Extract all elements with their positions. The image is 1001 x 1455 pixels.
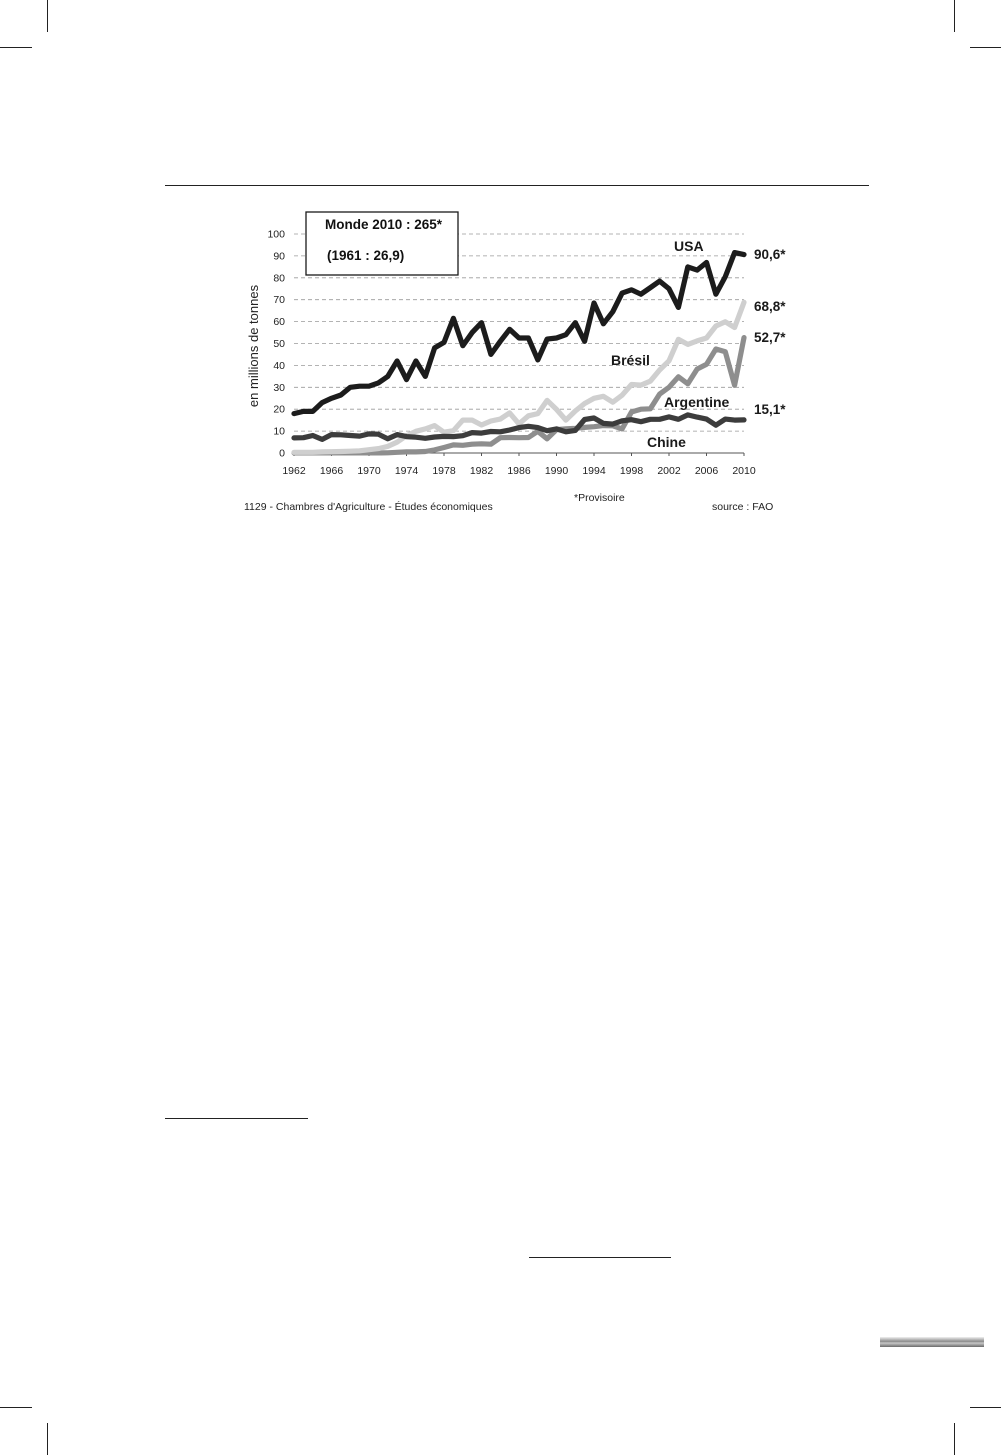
x-tick-label: 2006 [694, 465, 719, 477]
y-tick-label: 70 [273, 294, 285, 307]
x-tick-label: 1986 [507, 465, 531, 477]
y-tick-label: 40 [273, 359, 285, 372]
footnote-provisoire: *Provisoire [574, 492, 625, 504]
y-tick-label: 90 [273, 250, 285, 263]
x-tick-label: 1998 [619, 465, 644, 477]
y-tick-label: 60 [273, 316, 285, 329]
end-label-chine: 15,1* [754, 402, 786, 417]
x-tick-label: 1990 [544, 465, 569, 477]
y-axis-label: en millions de tonnes [246, 284, 261, 408]
x-tick-label: 2010 [732, 465, 756, 477]
x-tick-label: 1994 [582, 465, 606, 477]
x-tick-label: 1970 [357, 465, 381, 477]
series-label-usa: USA [674, 238, 704, 254]
y-tick-label: 20 [273, 403, 285, 416]
end-label-usa: 90,6* [754, 247, 786, 262]
series-lines [294, 253, 744, 453]
end-label-bresil: 68,8* [754, 299, 786, 314]
y-tick-label: 100 [267, 228, 285, 241]
x-tick-label: 2002 [657, 465, 681, 477]
source-label: source : FAO [712, 501, 774, 513]
world-total-line1: Monde 2010 : 265* [325, 217, 443, 232]
y-tick-label: 30 [273, 381, 285, 394]
x-tick-label: 1974 [394, 465, 419, 477]
series-line-usa [294, 253, 744, 414]
y-tick-label: 80 [273, 272, 285, 285]
world-total-line2: (1961 : 26,9) [327, 248, 405, 263]
end-label-argentine: 52,7* [754, 330, 786, 345]
series-label-argentine: Argentine [664, 394, 730, 410]
series-label-chine: Chine [647, 434, 686, 450]
series-label-bresil: Brésil [611, 352, 650, 368]
x-tick-label: 1962 [282, 465, 306, 477]
x-tick-label: 1966 [319, 465, 344, 477]
chart-credit: 1129 - Chambres d'Agriculture - Études économiques [244, 501, 493, 513]
x-tick-label: 1982 [469, 465, 494, 477]
y-tick-label: 0 [279, 447, 285, 460]
x-tick-label: 1978 [432, 465, 456, 477]
y-tick-label: 10 [273, 425, 285, 438]
y-tick-label: 50 [273, 338, 285, 350]
